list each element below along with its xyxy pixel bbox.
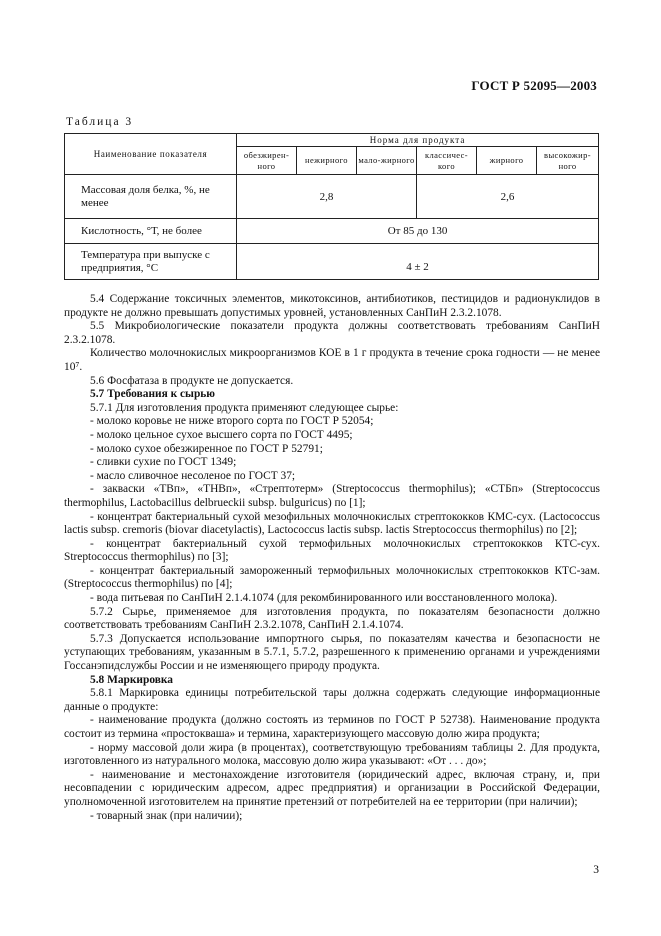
cell-value: 2,8 xyxy=(237,175,417,219)
cell-value: 4 ± 2 xyxy=(237,244,599,280)
paragraph: 5.5 Микробиологические показатели продукта должны соответствовать требованиям СанПиН 2.3.2.1078. xyxy=(64,320,600,346)
paragraph: 5.4 Содержание токсичных элементов, микотоксинов, антибиотиков, пестицидов и радионуклидов в продукте не должно превышать допустимых уровней, установленных СанПиН 2.3.2.1078. xyxy=(64,293,600,319)
paragraph: - наименование и местонахождение изготовителя (юридический адрес, включая страну, и, при несовпадении с юридическим адресом, адрес предприятия) и организации в Российской Федерации, уполномоченной изготовителем на принятие претензий от потребителей на ее территории (при наличии); xyxy=(64,768,600,808)
paragraph: - концентрат бактериальный сухой термофильных молочнокислых стрептококков КТС-сух. Streptococcus thermophilus) по [3]; xyxy=(64,537,600,564)
section-heading: 5.7 Требования к сырью xyxy=(90,388,216,401)
sub-header: нежирного xyxy=(297,147,357,175)
table-row xyxy=(65,244,599,280)
document-header: ГОСТ Р 52095—2003 xyxy=(471,78,597,93)
sub-header: мало-жирного xyxy=(357,147,417,175)
section-heading: 5.8 Маркировка xyxy=(90,673,173,686)
paragraph: - концентрат бактериальный сухой мезофильных молочнокислых стрептококков КМС-сух. (Lactococcus lactis subsp. cremoris (biovar diacetylactis), Lactococcus lactis subsp. lactis Streptococcus thermophilus) по [2]; xyxy=(64,510,600,537)
page-number: 3 xyxy=(593,864,599,876)
sub-header: жирного xyxy=(477,147,537,175)
col-header-name: Наименование показателя xyxy=(65,134,237,175)
paragraph: - вода питьевая по СанПиН 2.1.4.1074 (для рекомбинированного или восстановленного молока). xyxy=(90,592,558,605)
col-header-norm: Норма для продукта xyxy=(237,134,599,147)
table-row xyxy=(65,219,599,244)
row-name: Кислотность, °Т, не более xyxy=(65,219,237,244)
paragraph: - молоко сухое обезжиренное по ГОСТ Р 52791; xyxy=(90,442,323,455)
row-name: Температура при выпуске с предприятия, °С xyxy=(65,244,237,280)
paragraph: - закваски «ТВп», «ТНВп», «Стрептотерм» (Streptococcus thermophilus); «СТБп» (Streptococcus thermophilus, Lactobacillus delbrueckii subsp. bulguricus) по [1]; xyxy=(64,483,600,509)
paragraph: 5.6 Фосфатаза в продукте не допускается. xyxy=(90,374,294,387)
body-text xyxy=(64,293,600,823)
paragraph: - концентрат бактериальный замороженный термофильных молочнокислых стрептококков КТС-зам. (Streptococcus thermophilus) по [4]; xyxy=(64,564,600,591)
paragraph: 5.7.3 Допускается использование импортного сырья, по показателям качества и безопасности не уступающих требованиям, указанным в 5.7.1, 5.7.2, разрешенного к применению органами и учреждениями Госсанэпидслужбы России и не изменяющего природу продукта. xyxy=(64,632,600,673)
table-caption: Таблица 3 xyxy=(66,116,134,128)
paragraph: - молоко цельное сухое высшего сорта по ГОСТ 4495; xyxy=(90,428,353,441)
sub-header: обезжирен-ного xyxy=(237,147,297,175)
paragraph: - товарный знак (при наличии); xyxy=(90,809,243,822)
paragraph: 5.8.1 Маркировка единицы потребительской тары должна содержать следующие информационные данные о продукте: xyxy=(64,687,600,713)
paragraph: - норму массовой доли жира (в процентах), соответствующую требованиям таблицы 2. Для продукта, изготовленного из натурального молока, массовую долю жира указывают: «От . . . до»; xyxy=(64,741,600,768)
paragraph: 5.7.2 Сырье, применяемое для изготовления продукта, по показателям безопасности должно соответствовать требованиям СанПиН 2.3.2.1078, СанПиН 2.1.4.1074. xyxy=(64,605,600,632)
cell-value: 2,6 xyxy=(417,175,599,219)
paragraph: - сливки сухие по ГОСТ 1349; xyxy=(90,456,237,469)
paragraph: 5.7.1 Для изготовления продукта применяют следующее сырье: xyxy=(90,401,399,414)
table-3 xyxy=(64,133,599,280)
paragraph: - наименование продукта (должно состоять из терминов по ГОСТ Р 52738). Наименование продукта состоит из термина «простокваша» и термина, характеризующего массовую долю жира продукта; xyxy=(64,714,600,740)
paragraph: Количество молочнокислых микроорганизмов КОЕ в 1 г продукта в течение срока годности — не менее 10⁷. xyxy=(64,347,600,373)
paragraph: - масло сливочное несоленое по ГОСТ 37; xyxy=(90,469,296,482)
sub-header: высокожир-ного xyxy=(537,147,599,175)
cell-value: От 85 до 130 xyxy=(237,219,599,244)
sub-header: классичес-кого xyxy=(417,147,477,175)
row-name: Массовая доля белка, %, не менее xyxy=(65,175,237,219)
paragraph: - молоко коровье не ниже второго сорта по ГОСТ Р 52054; xyxy=(90,415,374,428)
table-row xyxy=(65,175,599,219)
